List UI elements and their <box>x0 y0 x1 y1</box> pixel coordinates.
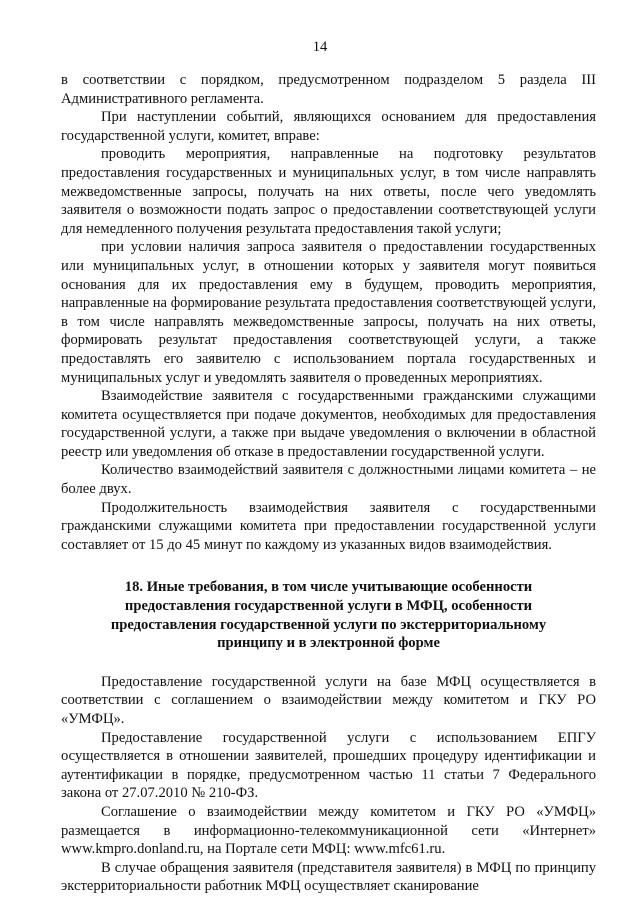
section-heading-line: предоставления государственной услуги в МФЦ, особенности <box>124 598 533 615</box>
paragraph: Предоставление государственной услуги с использованием ЕПГУ осуществляется в отношении заявителей, прошедших процедуру идентификации и аутентификации в порядке, предусмотренном частью 11 статьи 7 Федерального закона от 27.07.2010 № 210-ФЗ. <box>61 729 596 802</box>
paragraph: проводить мероприятия, направленные на подготовку результатов предоставления государственных и муниципальных услуг, в том числе направлять межведомственные запросы, получать на них ответы, после чего уведомлять заявителя о возможности подать запрос о предоставлении соответствующей услуги для немедленного получения результата предоставления такой услуги; <box>61 146 596 237</box>
section-heading <box>61 578 596 652</box>
paragraph: при условии наличия запроса заявителя о предоставлении государственных или муниципальных услуг, в отношении которых у заявителя могут появиться основания для их предоставления ему в будущем, проводить мероприятия, направленные на формирование результата предоставления соответствующей услуги, в том числе направлять межведомственные запросы, получать на них ответы, формировать результат предоставления соответствующей услуги, а также предоставлять его заявителю с использованием портала государственных и муниципальных услуг и уведомлять заявителя о проведенных мероприятиях. <box>61 239 596 386</box>
paragraph: Продолжительность взаимодействия заявителя с государственными гражданскими служащими комитета при предоставлении государственной услуги составляет от 15 до 45 минут по каждому из указанных видов взаимодействия. <box>61 499 596 553</box>
document-body <box>61 71 596 896</box>
paragraph: Предоставление государственной услуги на базе МФЦ осуществляется в соответствии с соглашением о взаимодействии между комитетом и ГКУ РО «УМФЦ». <box>61 673 596 727</box>
paragraph: Количество взаимодействий заявителя с должностными лицами комитета – не более двух. <box>61 462 596 498</box>
section-heading-line: предоставления государственной услуги по экстерриториальному <box>110 616 547 633</box>
section-heading-line: принципу и в электронной форме <box>217 635 440 652</box>
paragraph: При наступлении событий, являющихся основанием для предоставления государственной услуги, комитет, вправе: <box>61 109 596 144</box>
paragraph: Соглашение о взаимодействии между комитетом и ГКУ РО «УМФЦ» размещается в информационно-телекоммуникационной сети «Интернет» www.kmpro.donland.ru, на Портале сети МФЦ: www.mfc61.ru. <box>61 803 596 858</box>
page-number: 14 <box>312 39 328 55</box>
paragraph: в соответствии с порядком, предусмотренном подразделом 5 раздела III Административного регламента. <box>61 72 596 107</box>
section-heading-line: 18. Иные требования, в том числе учитывающие особенности <box>124 579 533 596</box>
paragraph: В случае обращения заявителя (представителя заявителя) в МФЦ по принципу экстерриториальности работник МФЦ осуществляет сканирование <box>61 859 596 895</box>
paragraph: Взаимодействие заявителя с государственными гражданскими служащими комитета осуществляется при подаче документов, необходимых для предоставления государственной услуги, а также при выдаче уведомления о включении в областной реестр или уведомления об отказе в предоставлении государственной услуги. <box>61 388 596 460</box>
